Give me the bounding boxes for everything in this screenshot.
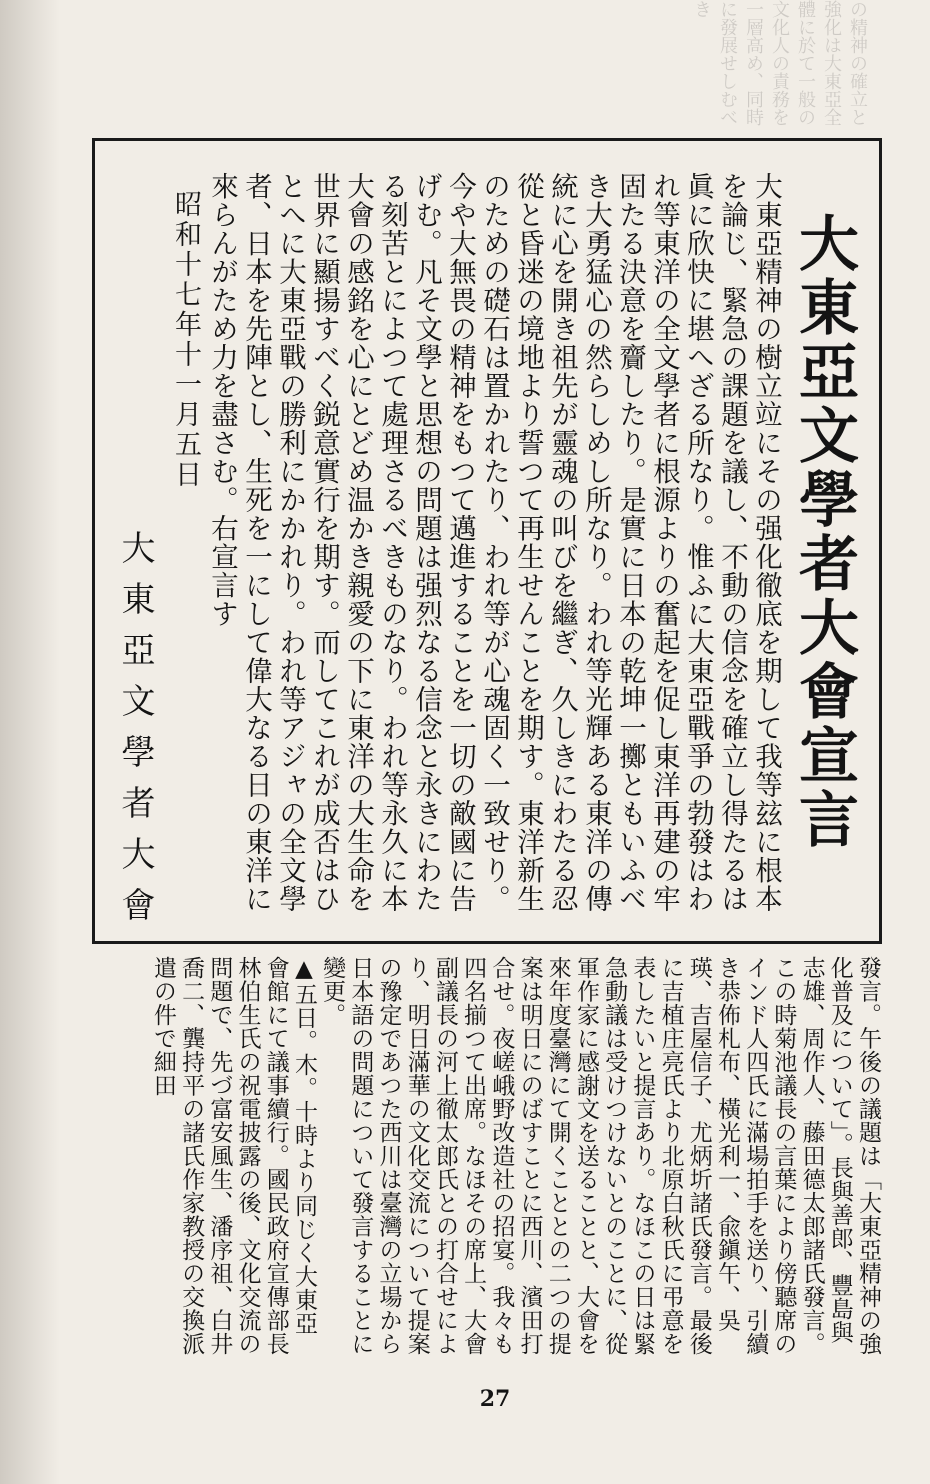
bleed-through-text: の精神の確立と強化は大東亞全體に於て一般の文化人の責務を一層高め、同時に發展せしむべき bbox=[691, 0, 868, 126]
report-text bbox=[82, 956, 882, 1356]
declaration-body bbox=[206, 172, 783, 932]
declaration-title: 大東亞文學者大會宣言 bbox=[789, 212, 859, 852]
declaration-paragraph: 大東亞精神の樹立竝にその强化徹底を期して我等玆に根本を論じ、緊急の課題を議し、不動の信念を確立し得たるは眞に欣快に堪へざる所なり。惟ふに大東亞戰爭の勃發はわれ等東洋の全文學者に根源よりの奮起を促し東洋再建の牢固たる決意を齎したり。是實に日本の乾坤一擲ともいふべき大勇猛心の然らしめし所なり。われ等光輝ある東洋の傳統に心を開き祖先が靈魂の叫びを繼ぎ、久しきにわたる忍從と昏迷の境地より誓つて再生せんことを期す。東洋新生のための礎石は置かれたり、われ等が心魂固く一致せり。今や大無畏の精神をもつて邁進することを一切の敵國に告げむ。凡そ文學と思想の問題は强烈なる信念と永きにわたる刻苦とによつて處理さるべきものなり。われ等永久に本大會の感銘を心にとどめ温かき親愛の下に東洋の大生命を世界に顯揚すべく鋭意實行を期す。而してこれが成否はひとへに大東亞戰の勝利にかかれり。われ等アジャの全文學者、日本を先陣とし、生死を一にして偉大なる日の東洋に來らんがため力を盡さむ。右宣言す bbox=[206, 172, 782, 913]
page-number: 27 bbox=[479, 1386, 511, 1412]
report-paragraph-a: 發言。午後の議題は「大東亞精神の強化普及について」。長與善郎、豐島與志雄、周作人、藤田德太郎諸氏發言。この時菊池議長の言葉により傍聽席のインド人四氏に滿場拍手を送り、引續き恭佈札布、橫光利一、兪鎭午、吳瑛、吉屋信子、尤炳圻諸氏發言。最後に吉植庄亮氏より北原白秋氏に弔意を表したいと提言あり。なほこの日は緊急動議は受けつけないとのことに、從軍作家に感謝文を送ることと、大會を來年度臺灣にて開くこととの二つの提案は明日にのばすことに西川、濱田打合せ。夜嵯峨野改造社の招宴。我々も四名揃つて出席。なほその席上、大會副議長の河上徹太郎氏との打合せにより、明日滿華の文化交流について提案の豫定であつた西川は臺灣の立場から日本語の問題について發言することに變更。 bbox=[319, 956, 881, 1356]
page-edge-shadow bbox=[0, 0, 60, 1484]
declaration-date: 昭和十七年十一月五日 bbox=[170, 190, 201, 490]
declaration-signature: 大東亞文學者大會 bbox=[115, 530, 155, 938]
report-paragraph-b: ▲五日。木。十時より同じく大東亞會館にて議事續行。國民政府宣傳部長林伯生氏の祝電披露の後、文化交流の問題で、先づ富安風生、潘序祖、白井喬二、龔持平の諸氏作家教授の交換派遣の件で細田 bbox=[149, 956, 317, 1356]
